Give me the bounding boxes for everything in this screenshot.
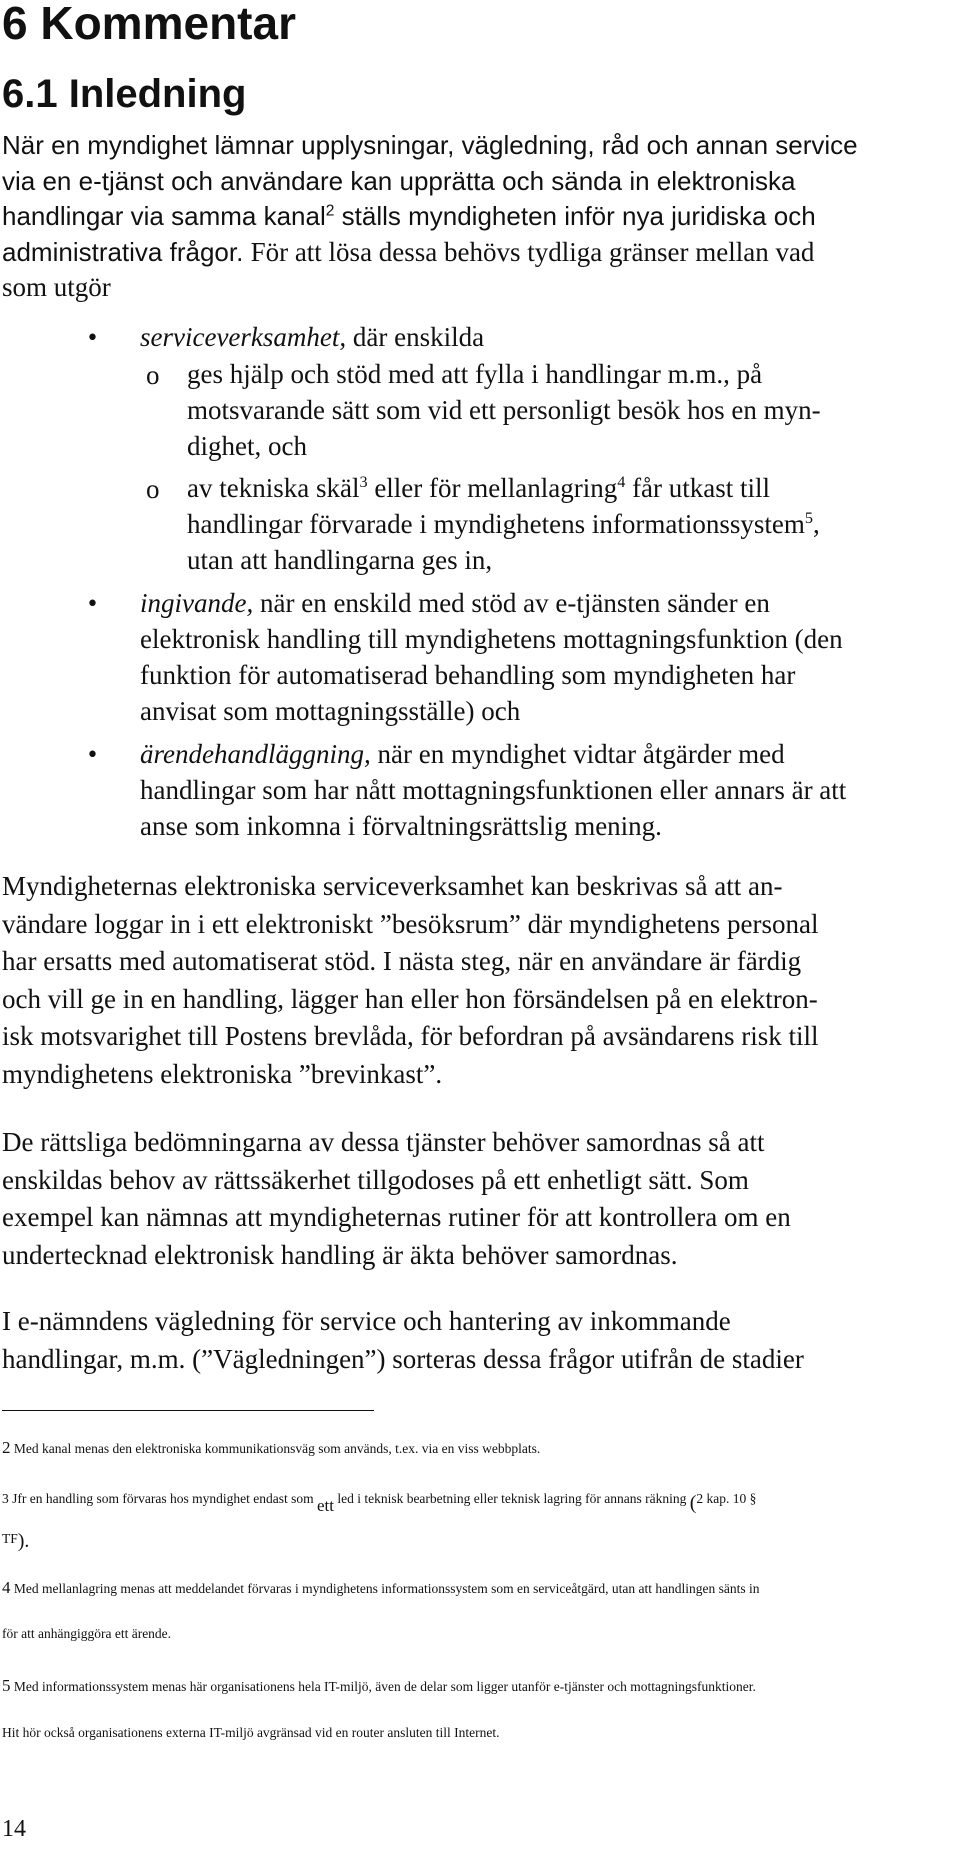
intro-paragraph (2, 128, 957, 306)
paragraph-line: vändare loggar in i ett elektroniskt ”besöksrum” där myndighetens personal (2, 908, 819, 939)
footnote-text: led i teknisk bearbetning eller teknisk lagring för annans räkning (333, 1491, 690, 1506)
sub-bullet-text: , (812, 509, 820, 539)
footnote-ref[interactable]: 3 (359, 473, 368, 491)
footnote-number: 4 (2, 1578, 11, 1597)
footnote (2, 1626, 171, 1642)
intro-text: handlingar via samma kanal (2, 201, 326, 231)
sub-bullet-line: ges hjälp och stöd med att fylla i handlingar m.m., på (187, 359, 763, 389)
paragraph-line: har ersatts med automatiserat stöd. I nästa steg, när en användare är färdig (2, 946, 802, 976)
body-paragraph (2, 1124, 791, 1274)
footnote-text: ett (316, 1496, 334, 1515)
footnote-ref[interactable]: 5 (804, 509, 813, 527)
sub-bullet-icon: o (146, 360, 160, 390)
sub-bullet-line: utan att handlingarna ges in, (187, 545, 493, 575)
intro-text: ställs myndigheten inför nya juridiska och (334, 201, 816, 231)
bullet-term: ärendehandläggning, (140, 739, 371, 769)
bullet-text: när en enskild med stöd av e-tjänsten sänder en (253, 588, 770, 618)
footnote (2, 1438, 540, 1458)
body-paragraph (2, 1303, 804, 1378)
sub-bullet-line (187, 470, 770, 506)
paragraph-line: myndighetens elektroniska ”brevinkast”. (2, 1058, 443, 1089)
footnote-text: 2 kap. 10 § (696, 1491, 757, 1506)
footnote-text: för att anhängiggöra ett ärende. (2, 1626, 172, 1641)
bullet-item (140, 319, 484, 355)
paragraph-line: isk motsvarighet till Postens brevlåda, för befordran på avsändarens risk till (2, 1021, 819, 1051)
sub-bullet-text: eller för mellanlagring (367, 473, 618, 503)
footnote (2, 1676, 756, 1696)
footnote-text: Jfr en handling som förvaras hos myndighet endast som (8, 1491, 317, 1506)
footnote-text: Hit hör också organisationens externa IT-miljö avgränsad vid en router ansluten till Internet. (2, 1725, 500, 1740)
footnote-text: Med mellanlagring menas att meddelandet förvaras i myndighetens informationssystem som en serviceåtgärd, utan att handlingen sänts in (10, 1581, 760, 1596)
bullet-term: ingivande, (140, 588, 254, 618)
footnote (2, 1486, 757, 1515)
footnote-number: 2 (2, 1438, 11, 1457)
footnote-text: TF (2, 1531, 18, 1546)
footnote (2, 1526, 30, 1552)
footnote (2, 1725, 500, 1741)
page-number: 14 (2, 1816, 26, 1842)
sub-bullet-line (187, 506, 820, 542)
intro-line (2, 199, 957, 235)
bullet-line: handlingar som har nått mottagningsfunktionen eller annars är att (140, 775, 847, 805)
bullet-line: anse som inkomna i förvaltningsrättslig mening. (140, 811, 662, 841)
bullet-text: där enskilda (346, 322, 485, 352)
intro-line (2, 235, 957, 271)
bullet-text: när en myndighet vidtar åtgärder med (370, 739, 785, 769)
intro-line: via en e-tjänst och användare kan upprätta och sända in elektroniska (2, 165, 796, 196)
bullet-term: serviceverksamhet, (140, 322, 347, 352)
bullet-line: anvisat som mottagningsställe) och (140, 696, 521, 726)
sub-bullet-text: får utkast till (625, 473, 771, 503)
footnote (2, 1578, 760, 1598)
sub-bullet-icon: o (146, 474, 160, 504)
footnote-ref[interactable]: 4 (617, 473, 626, 491)
body-paragraph (2, 868, 819, 1093)
bullet-item (140, 585, 770, 621)
paragraph-line: De rättsliga bedömningarna av dessa tjänster behöver samordnas så att (2, 1127, 765, 1157)
sub-bullet-line: dighet, och (187, 431, 307, 461)
paragraph-line: handlingar, m.m. (”Vägledningen”) sorteras dessa frågor utifrån de stadier (2, 1343, 804, 1374)
paragraph-line: I e-nämndens vägledning för service och hantering av inkommande (2, 1306, 731, 1336)
intro-text: administrativa frågor. (2, 236, 251, 267)
footnote-text: Med informationssystem menas här organisationens hela IT-miljö, även de delar som ligger utanför e-tjänster och mottagningsfunktioner. (10, 1679, 756, 1694)
paragraph-line: exempel kan nämnas att myndigheternas rutiner för att kontrollera om en (2, 1202, 791, 1232)
footnote-separator (2, 1410, 374, 1411)
bullet-item (140, 736, 785, 772)
sub-bullet-text: av tekniska skäl (187, 473, 360, 503)
bullet-icon: • (86, 592, 99, 617)
footnote-number: 5 (2, 1676, 11, 1695)
section-heading: 6.1 Inledning (2, 72, 247, 116)
footnote-ref[interactable]: 2 (325, 202, 335, 220)
footnote-text: ( (689, 1492, 697, 1514)
sub-bullet-text: handlingar förvarade i myndighetens informationssystem (187, 509, 805, 539)
chapter-heading: 6 Kommentar (2, 0, 296, 49)
paragraph-line: och vill ge in en handling, lägger han eller hon försändelsen på en elektron- (2, 983, 818, 1014)
paragraph-line: Myndigheternas elektroniska serviceverksamhet kan beskrivas så att an- (2, 871, 783, 901)
footnote-number: 3 (2, 1491, 9, 1506)
footnote-text: ). (17, 1530, 30, 1552)
intro-line: När en myndighet lämnar upplysningar, vägledning, råd och annan service (2, 130, 858, 160)
intro-line: som utgör (2, 272, 111, 302)
bullet-icon: • (86, 743, 99, 768)
footnote-text: Med kanal menas den elektroniska kommunikationsväg som används, t.ex. via en viss webbplats. (10, 1441, 541, 1456)
bullet-icon: • (86, 326, 99, 351)
intro-text: För att lösa dessa behövs tydliga gränser mellan vad (250, 236, 815, 267)
bullet-line: elektronisk handling till myndighetens mottagningsfunktion (den (140, 624, 843, 654)
sub-bullet-line: motsvarande sätt som vid ett personligt besök hos en myn- (187, 395, 821, 425)
paragraph-line: enskildas behov av rättssäkerhet tillgodoses på ett enhetligt sätt. Som (2, 1164, 749, 1195)
paragraph-line: undertecknad elektronisk handling är äkta behöver samordnas. (2, 1239, 678, 1270)
bullet-line: funktion för automatiserad behandling som myndigheten har (140, 660, 796, 690)
